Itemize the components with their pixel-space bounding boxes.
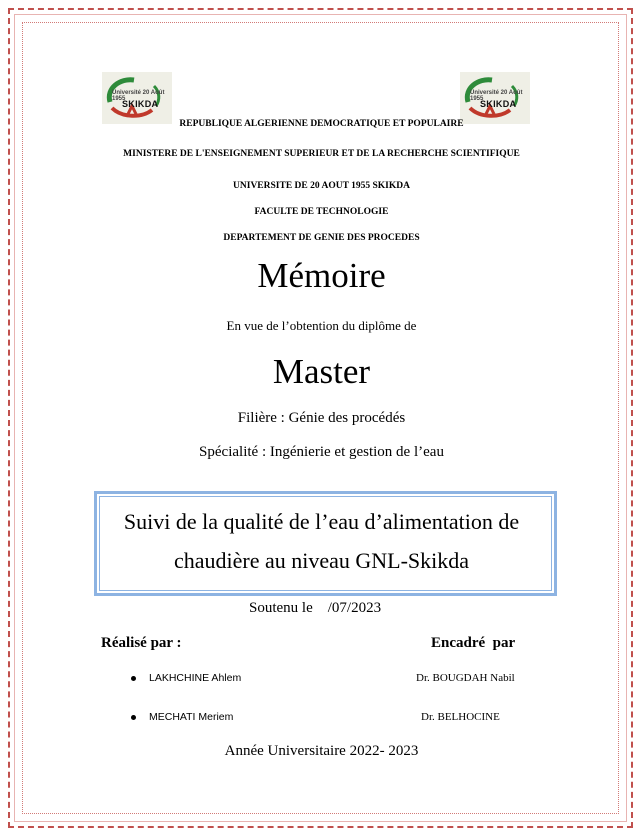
- supervisor-name: Dr. BOUGDAH Nabil: [416, 672, 515, 684]
- logo-skikda-text: SKIKDA: [122, 99, 159, 109]
- defense-date: Soutenu le /07/2023: [249, 600, 382, 616]
- thesis-title-box: [94, 491, 557, 596]
- logo-university-text: Université 20 Août 1955: [112, 90, 165, 102]
- logo-skikda-text: SKIKDA: [480, 99, 517, 109]
- logo-university-text: Université 20 Août 1955: [470, 90, 523, 102]
- authors-label: Réalisé par :: [101, 635, 182, 651]
- republic-heading: REPUBLIQUE ALGERIENNE DEMOCRATIQUE ET POPULAIRE: [179, 119, 464, 129]
- university-heading: UNIVERSITE DE 20 AOUT 1955 SKIKDA: [233, 181, 410, 191]
- bullet-icon: [131, 676, 136, 681]
- faculty-heading: FACULTE DE TECHNOLOGIE: [254, 207, 389, 217]
- filiere-text: Filière : Génie des procédés: [237, 410, 406, 426]
- document-type-title: Mémoire: [257, 256, 386, 295]
- degree-title: Master: [272, 352, 371, 391]
- university-logo-right: [460, 72, 530, 124]
- academic-year: Année Universitaire 2022- 2023: [224, 743, 419, 759]
- author-name: MECHATI Meriem: [149, 711, 234, 723]
- bullet-icon: [131, 715, 136, 720]
- university-logo-left: [102, 72, 172, 124]
- thesis-title-line-1: Suivi de la qualité de l’eau d’alimentation de: [123, 509, 520, 534]
- department-heading: DEPARTEMENT DE GENIE DES PROCEDES: [223, 233, 420, 243]
- author-name: LAKHCHINE Ahlem: [149, 672, 242, 684]
- degree-purpose-text: En vue de l’obtention du diplôme de: [226, 318, 417, 333]
- thesis-title-line-2: chaudière au niveau GNL-Skikda: [173, 548, 470, 573]
- supervisor-name: Dr. BELHOCINE: [421, 711, 500, 723]
- supervisors-label: Encadré par: [431, 635, 516, 651]
- specialite-text: Spécialité : Ingénierie et gestion de l’eau: [199, 444, 444, 460]
- ministry-heading: MINISTERE DE L'ENSEIGNEMENT SUPERIEUR ET DE LA RECHERCHE SCIENTIFIQUE: [123, 149, 520, 159]
